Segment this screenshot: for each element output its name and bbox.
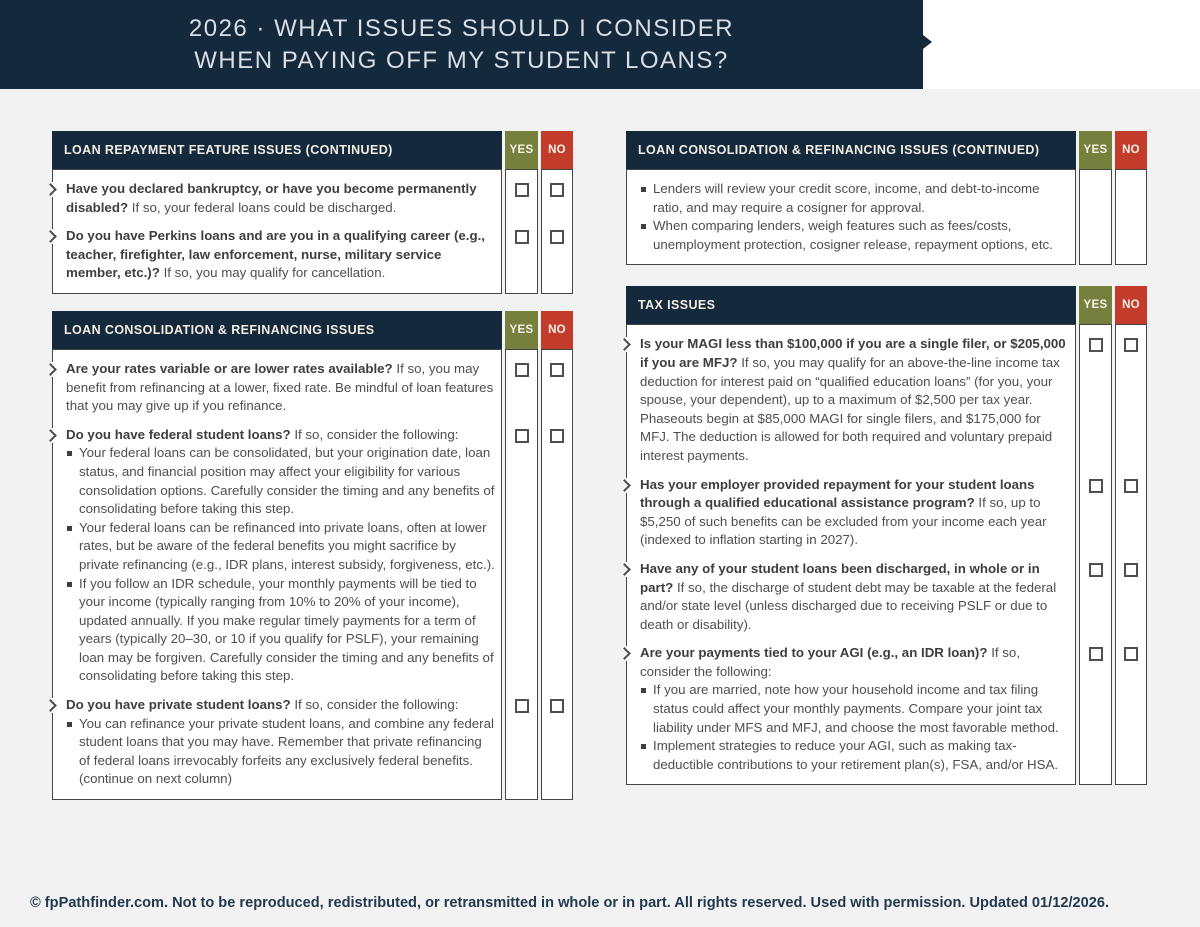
table-header bbox=[626, 286, 1147, 324]
question-text: Have you declared bankruptcy, or have you become permanently disabled? bbox=[66, 181, 477, 215]
no-checkbox[interactable] bbox=[550, 363, 564, 377]
bullet-text: Lenders will review your credit score, income, and debt-to-income ratio, and may require a cosigner for approval. bbox=[653, 181, 1040, 215]
table-title: LOAN CONSOLIDATION & REFINANCING ISSUES bbox=[52, 311, 502, 349]
no-column-header: NO bbox=[541, 131, 573, 169]
yes-checkbox[interactable] bbox=[515, 699, 529, 713]
no-cell bbox=[541, 349, 573, 426]
yes-cell bbox=[1079, 560, 1112, 644]
chevron-marker-icon bbox=[52, 182, 54, 197]
list-item bbox=[640, 681, 1070, 737]
yes-checkbox[interactable] bbox=[515, 230, 529, 244]
yes-cell bbox=[505, 227, 538, 294]
question-detail: If so, up to $5,250 of such benefits can be excluded from your income each year (indexed to inflation starting in 2027). bbox=[640, 495, 1047, 548]
bullet-icon bbox=[67, 722, 72, 727]
no-cell bbox=[1115, 169, 1147, 265]
bullet-text: You can refinance your private student loans, and combine any federal student loans that you may have. Remember that private refinancing of federal loans irrevocably forfeits any exclusively federal benefits. (continue on next column) bbox=[79, 715, 494, 787]
list-item bbox=[66, 715, 496, 789]
chevron-marker-icon bbox=[626, 478, 628, 493]
question-cell bbox=[626, 169, 1076, 265]
footer-text: © fpPathfinder.com. Not to be reproduced, redistributed, or retransmitted in whole or in part. All rights reserved. Used with permission. Updated 01/12/2026. bbox=[30, 895, 1110, 911]
table-body bbox=[626, 169, 1147, 265]
chevron-marker-icon bbox=[52, 428, 54, 443]
yes-checkbox[interactable] bbox=[515, 429, 529, 443]
table-title: LOAN CONSOLIDATION & REFINANCING ISSUES (CONTINUED) bbox=[626, 131, 1076, 169]
question-detail: If so, consider the following: bbox=[294, 426, 459, 442]
yes-cell bbox=[505, 426, 538, 696]
yes-column-header: YES bbox=[1079, 286, 1112, 324]
table-loan-consolidation bbox=[52, 311, 573, 800]
table-body bbox=[626, 324, 1147, 785]
bullet-icon bbox=[641, 224, 646, 229]
page-title-line-2: WHEN PAYING OFF MY STUDENT LOANS? bbox=[194, 47, 729, 74]
no-checkbox[interactable] bbox=[1124, 338, 1138, 352]
no-checkbox[interactable] bbox=[550, 699, 564, 713]
question-text: Do you have Perkins loans and are you in a qualifying career (e.g., teacher, firefighter, law enforcement, nurse, military service member, etc.)? bbox=[66, 228, 485, 281]
bullet-icon bbox=[67, 582, 72, 587]
list-item bbox=[66, 444, 496, 518]
list-item bbox=[640, 217, 1070, 254]
no-checkbox[interactable] bbox=[1124, 479, 1138, 493]
question-cell bbox=[626, 476, 1076, 560]
yes-column-header: YES bbox=[1079, 131, 1112, 169]
no-cell bbox=[541, 426, 573, 696]
question-cell bbox=[626, 644, 1076, 785]
yes-checkbox[interactable] bbox=[1089, 338, 1103, 352]
list-item bbox=[640, 180, 1070, 217]
yes-cell bbox=[1079, 644, 1112, 785]
question-text: Are your payments tied to your AGI (e.g., an IDR loan)? bbox=[640, 645, 988, 661]
table-title: LOAN REPAYMENT FEATURE ISSUES (CONTINUED) bbox=[52, 131, 502, 169]
no-column-header: NO bbox=[1115, 286, 1147, 324]
chevron-marker-icon bbox=[626, 337, 628, 352]
header-side-panel bbox=[923, 0, 1200, 89]
no-cell bbox=[541, 696, 573, 800]
bullet-icon bbox=[641, 744, 646, 749]
table-loan-consolidation-continued bbox=[626, 131, 1147, 265]
header-bar bbox=[0, 0, 923, 89]
bullet-text: Your federal loans can be consolidated, but your origination date, loan status, and financial position may affect your eligibility for various consolidation options. Carefully consider the timing and any benefits of consolidating before taking this step. bbox=[79, 445, 495, 517]
question-text: Do you have private student loans? bbox=[66, 697, 291, 713]
yes-column-header: YES bbox=[505, 131, 538, 169]
question-detail: If so, you may benefit from refinancing at a lower, fixed rate. Be mindful of loan features that you may give up if you refinance. bbox=[66, 360, 494, 414]
no-cell bbox=[1115, 644, 1147, 785]
table-title: TAX ISSUES bbox=[626, 286, 1076, 324]
page-title-line-1: 2026 · WHAT ISSUES SHOULD I CONSIDER bbox=[188, 15, 735, 42]
header-arrow-icon bbox=[923, 35, 932, 49]
question-detail: If so, your federal loans could be discharged. bbox=[131, 199, 397, 215]
yes-cell bbox=[505, 169, 538, 227]
list-item bbox=[66, 519, 496, 575]
question-cell bbox=[626, 324, 1076, 475]
question-text: Has your employer provided repayment for your student loans through a qualified educational assistance program? bbox=[640, 476, 1035, 511]
table-header bbox=[626, 131, 1147, 169]
question-text: Is your MAGI less than $100,000 if you are a single filer, or $205,000 if you are MFJ? bbox=[640, 336, 1066, 370]
right-column bbox=[626, 131, 1147, 785]
yes-cell bbox=[1079, 476, 1112, 560]
question-detail: If so, the discharge of student debt may be taxable at the federal and/or state level (unless discharged due to receiving PSLF or due to death or disability). bbox=[640, 579, 1057, 632]
no-cell bbox=[1115, 324, 1147, 475]
no-cell bbox=[541, 227, 573, 294]
table-body bbox=[52, 169, 573, 294]
list-item bbox=[640, 737, 1070, 774]
no-checkbox[interactable] bbox=[550, 183, 564, 197]
question-cell bbox=[52, 349, 502, 426]
chevron-marker-icon bbox=[626, 562, 628, 577]
no-cell bbox=[1115, 560, 1147, 644]
bullet-text: Your federal loans can be refinanced into private loans, often at lower rates, but be aware of the federal benefits you might sacrifice by private refinancing (e.g., IDR plans, interest subsidy, forgiveness, etc.). bbox=[79, 519, 495, 572]
table-header bbox=[52, 131, 573, 169]
table-body bbox=[52, 349, 573, 800]
bullet-icon bbox=[641, 187, 646, 192]
bullet-text: When comparing lenders, weigh features such as fees/costs, unemployment protection, cosigner release, repayment options, etc. bbox=[653, 218, 1053, 252]
no-column-header: NO bbox=[1115, 131, 1147, 169]
bullet-text: If you are married, note how your household income and tax filing status could affect your monthly payments. Compare your joint tax liability under MFS and MFJ, and choose the most favorable method. bbox=[653, 682, 1059, 735]
no-cell bbox=[541, 169, 573, 227]
yes-cell bbox=[505, 696, 538, 800]
question-detail: If so, you may qualify for an above-the-line income tax deduction for interest paid on “qualified education loans” (for you, your spouse, your dependent), up to a maximum of $2,500 per tax year. Phaseouts begin at $85,000 MAGI for single filers, and $175,000 for MFJ. The deduction is allowed for both required and voluntary prepaid interest payments. bbox=[640, 354, 1060, 463]
table-header bbox=[52, 311, 573, 349]
chevron-marker-icon bbox=[52, 698, 54, 713]
left-column bbox=[52, 131, 573, 800]
bullet-icon bbox=[641, 688, 646, 693]
chevron-marker-icon bbox=[52, 229, 54, 244]
no-checkbox[interactable] bbox=[550, 429, 564, 443]
question-detail: If so, consider the following: bbox=[294, 697, 459, 713]
bullet-icon bbox=[67, 526, 72, 531]
question-detail: If so, consider the following: bbox=[640, 645, 1021, 679]
no-checkbox[interactable] bbox=[1124, 647, 1138, 661]
yes-cell bbox=[505, 349, 538, 426]
table-tax-issues bbox=[626, 286, 1147, 785]
chevron-marker-icon bbox=[52, 362, 54, 377]
no-checkbox[interactable] bbox=[550, 230, 564, 244]
question-cell bbox=[52, 696, 502, 800]
yes-cell bbox=[1079, 324, 1112, 475]
bullet-text: Implement strategies to reduce your AGI, such as making tax-deductible contributions to your retirement plan(s), FSA, and/or HSA. bbox=[653, 738, 1059, 772]
bullet-icon bbox=[67, 451, 72, 456]
question-text: Are your rates variable or are lower rates available? bbox=[66, 360, 393, 376]
question-text: Do you have federal student loans? bbox=[66, 426, 291, 442]
table-loan-repayment-continued bbox=[52, 131, 573, 294]
no-cell bbox=[1115, 476, 1147, 560]
bullet-text: If you follow an IDR schedule, your monthly payments will be tied to your income (typically ranging from 10% to 20% of your income), updated annually. If you make regular timely payments for a term of years (typically 20–30, or 10 if you qualify for PSLF), your remaining loan may be forgiven. Carefully consider the timing and any benefits of consolidating before taking this step. bbox=[79, 575, 494, 684]
yes-checkbox[interactable] bbox=[1089, 479, 1103, 493]
yes-checkbox[interactable] bbox=[515, 183, 529, 197]
no-checkbox[interactable] bbox=[1124, 563, 1138, 577]
list-item bbox=[66, 575, 496, 687]
yes-checkbox[interactable] bbox=[1089, 563, 1103, 577]
question-cell bbox=[52, 426, 502, 696]
chevron-marker-icon bbox=[626, 646, 628, 661]
yes-checkbox[interactable] bbox=[515, 363, 529, 377]
yes-cell bbox=[1079, 169, 1112, 265]
question-text: Have any of your student loans been discharged, in whole or in part? bbox=[640, 560, 1040, 595]
no-column-header: NO bbox=[541, 311, 573, 349]
yes-column-header: YES bbox=[505, 311, 538, 349]
question-cell bbox=[626, 560, 1076, 644]
yes-checkbox[interactable] bbox=[1089, 647, 1103, 661]
question-detail: If so, you may qualify for cancellation. bbox=[163, 265, 386, 281]
question-cell bbox=[52, 169, 502, 227]
question-cell bbox=[52, 227, 502, 294]
